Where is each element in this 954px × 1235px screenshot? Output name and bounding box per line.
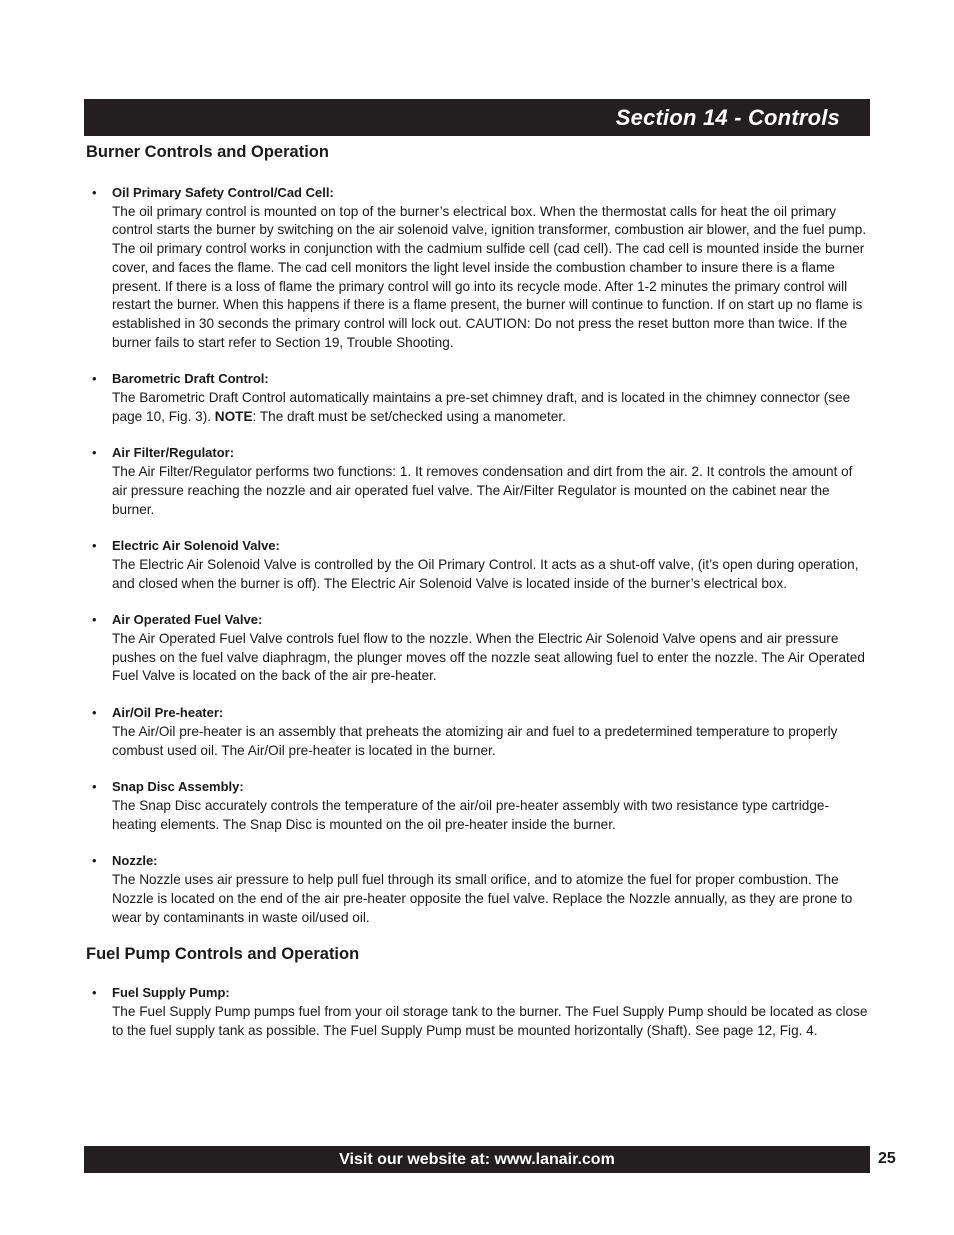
list-item bbox=[86, 537, 870, 593]
item-title: Air Operated Fuel Valve: bbox=[112, 612, 263, 628]
fuel-pump-controls-heading: Fuel Pump Controls and Operation bbox=[86, 945, 360, 964]
list-item bbox=[86, 778, 870, 834]
list-item bbox=[86, 370, 870, 426]
list-item bbox=[86, 984, 870, 1040]
bullet-icon: • bbox=[92, 371, 97, 387]
bullet-icon: • bbox=[92, 779, 97, 795]
item-title: Air/Oil Pre-heater: bbox=[112, 705, 224, 721]
page-number: 25 bbox=[878, 1150, 896, 1167]
fuel-pump-controls-list bbox=[86, 984, 870, 1040]
section-title: Section 14 - Controls bbox=[615, 104, 840, 130]
item-body: The Air Operated Fuel Valve controls fuel flow to the nozzle. When the Electric Air Solenoid Valve opens and air pressure pushes on the fuel valve diaphragm, the plunger moves off the nozzle seat allowing fuel to enter the nozzle. The Air Operated Fuel Valve is located on the back of the air pre-heater. bbox=[112, 631, 865, 684]
item-body: The Air/Oil pre-heater is an assembly that preheats the atomizing air and fuel to a predetermined temperature to properly combust used oil. The Air/Oil pre-heater is located in the burner. bbox=[112, 723, 838, 758]
item-title: Nozzle: bbox=[112, 853, 158, 869]
list-item bbox=[86, 852, 870, 927]
list-item bbox=[86, 704, 870, 760]
item-body: The oil primary control is mounted on top of the burner’s electrical box. When the thermostat calls for heat the oil primary control starts the burner by switching on the air solenoid valve, ignition transformer, combustion air blower, and the fuel pump. The oil primary control works in conjunction with the cadmium sulfide cell (cad cell). The cad cell is mounted inside the burner cover, and faces the flame. The cad cell monitors the light level inside the combustion chamber to insure there is a flame present. If there is a loss of flame the primary control will go into its recycle mode. After 1-2 minutes the primary control will restart the burner. When this happens if there is a flame present, the burner will continue to function. If on start up no flame is established in 30 seconds the primary control will lock out. CAUTION: Do not press the reset button more than twice. If the burner fails to start refer to Section 19, Trouble Shooting. bbox=[112, 203, 867, 350]
item-title: Electric Air Solenoid Valve: bbox=[112, 538, 280, 554]
list-item bbox=[86, 611, 870, 686]
bullet-icon: • bbox=[92, 538, 97, 554]
bullet-icon: • bbox=[92, 705, 97, 721]
item-title: Oil Primary Safety Control/Cad Cell: bbox=[112, 185, 334, 200]
list-item bbox=[86, 184, 870, 352]
item-body-text: The Barometric Draft Control automatically maintains a pre-set chimney draft, and is located in the chimney connector (see page 10, Fig. 3). bbox=[112, 390, 851, 424]
burner-controls-heading: Burner Controls and Operation bbox=[86, 143, 329, 161]
list-item bbox=[86, 444, 870, 519]
item-body: The Air Filter/Regulator performs two functions: 1. It removes condensation and dirt from the air. 2. It controls the amount of air pressure reaching the nozzle and air operated fuel valve. The Air/Filter Regulator is mounted on the cabinet near the burner. bbox=[112, 464, 853, 517]
item-title: Snap Disc Assembly: bbox=[112, 779, 244, 795]
item-title: Fuel Supply Pump: bbox=[112, 985, 230, 1001]
bullet-icon: • bbox=[92, 612, 97, 628]
item-body: The Electric Air Solenoid Valve is controlled by the Oil Primary Control. It acts as a shut-off valve, (it’s open during operation, and closed when the burner is off). The Electric Air Solenoid Valve is located inside of the burner’s electrical box. bbox=[112, 556, 859, 591]
bullet-icon: • bbox=[92, 853, 97, 869]
section-header-bar bbox=[84, 99, 870, 136]
note-label: NOTE bbox=[214, 408, 253, 424]
burner-controls-list bbox=[86, 184, 870, 927]
bullet-icon: • bbox=[92, 185, 97, 200]
footer-bar bbox=[84, 1146, 870, 1173]
bullet-icon: • bbox=[92, 445, 97, 461]
bullet-icon: • bbox=[92, 985, 97, 1001]
page-content bbox=[86, 143, 870, 1040]
item-body: The Nozzle uses air pressure to help pull fuel through its small orifice, and to atomize the fuel for proper combustion. The Nozzle is located on the end of the air pre-heater opposite the fuel valve. Replace the Nozzle annually, as they are prone to wear by contaminants in waste oil/used oil. bbox=[112, 872, 853, 925]
note-text: : The draft must be set/checked using a manometer. bbox=[252, 408, 566, 424]
item-title: Air Filter/Regulator: bbox=[112, 445, 235, 461]
item-body bbox=[112, 389, 870, 426]
item-body: The Snap Disc accurately controls the temperature of the air/oil pre-heater assembly with two resistance type cartridge-heating elements. The Snap Disc is mounted on the oil pre-heater inside the burner. bbox=[112, 797, 830, 832]
item-title: Barometric Draft Control: bbox=[112, 371, 269, 387]
website-link[interactable]: Visit our website at: www.lanair.com bbox=[339, 1150, 615, 1168]
item-body: The Fuel Supply Pump pumps fuel from your oil storage tank to the burner. The Fuel Supply Pump should be located as close to the fuel supply tank as possible. The Fuel Supply Pump must be mounted horizontally (Shaft). See page 12, Fig. 4. bbox=[112, 1003, 868, 1038]
